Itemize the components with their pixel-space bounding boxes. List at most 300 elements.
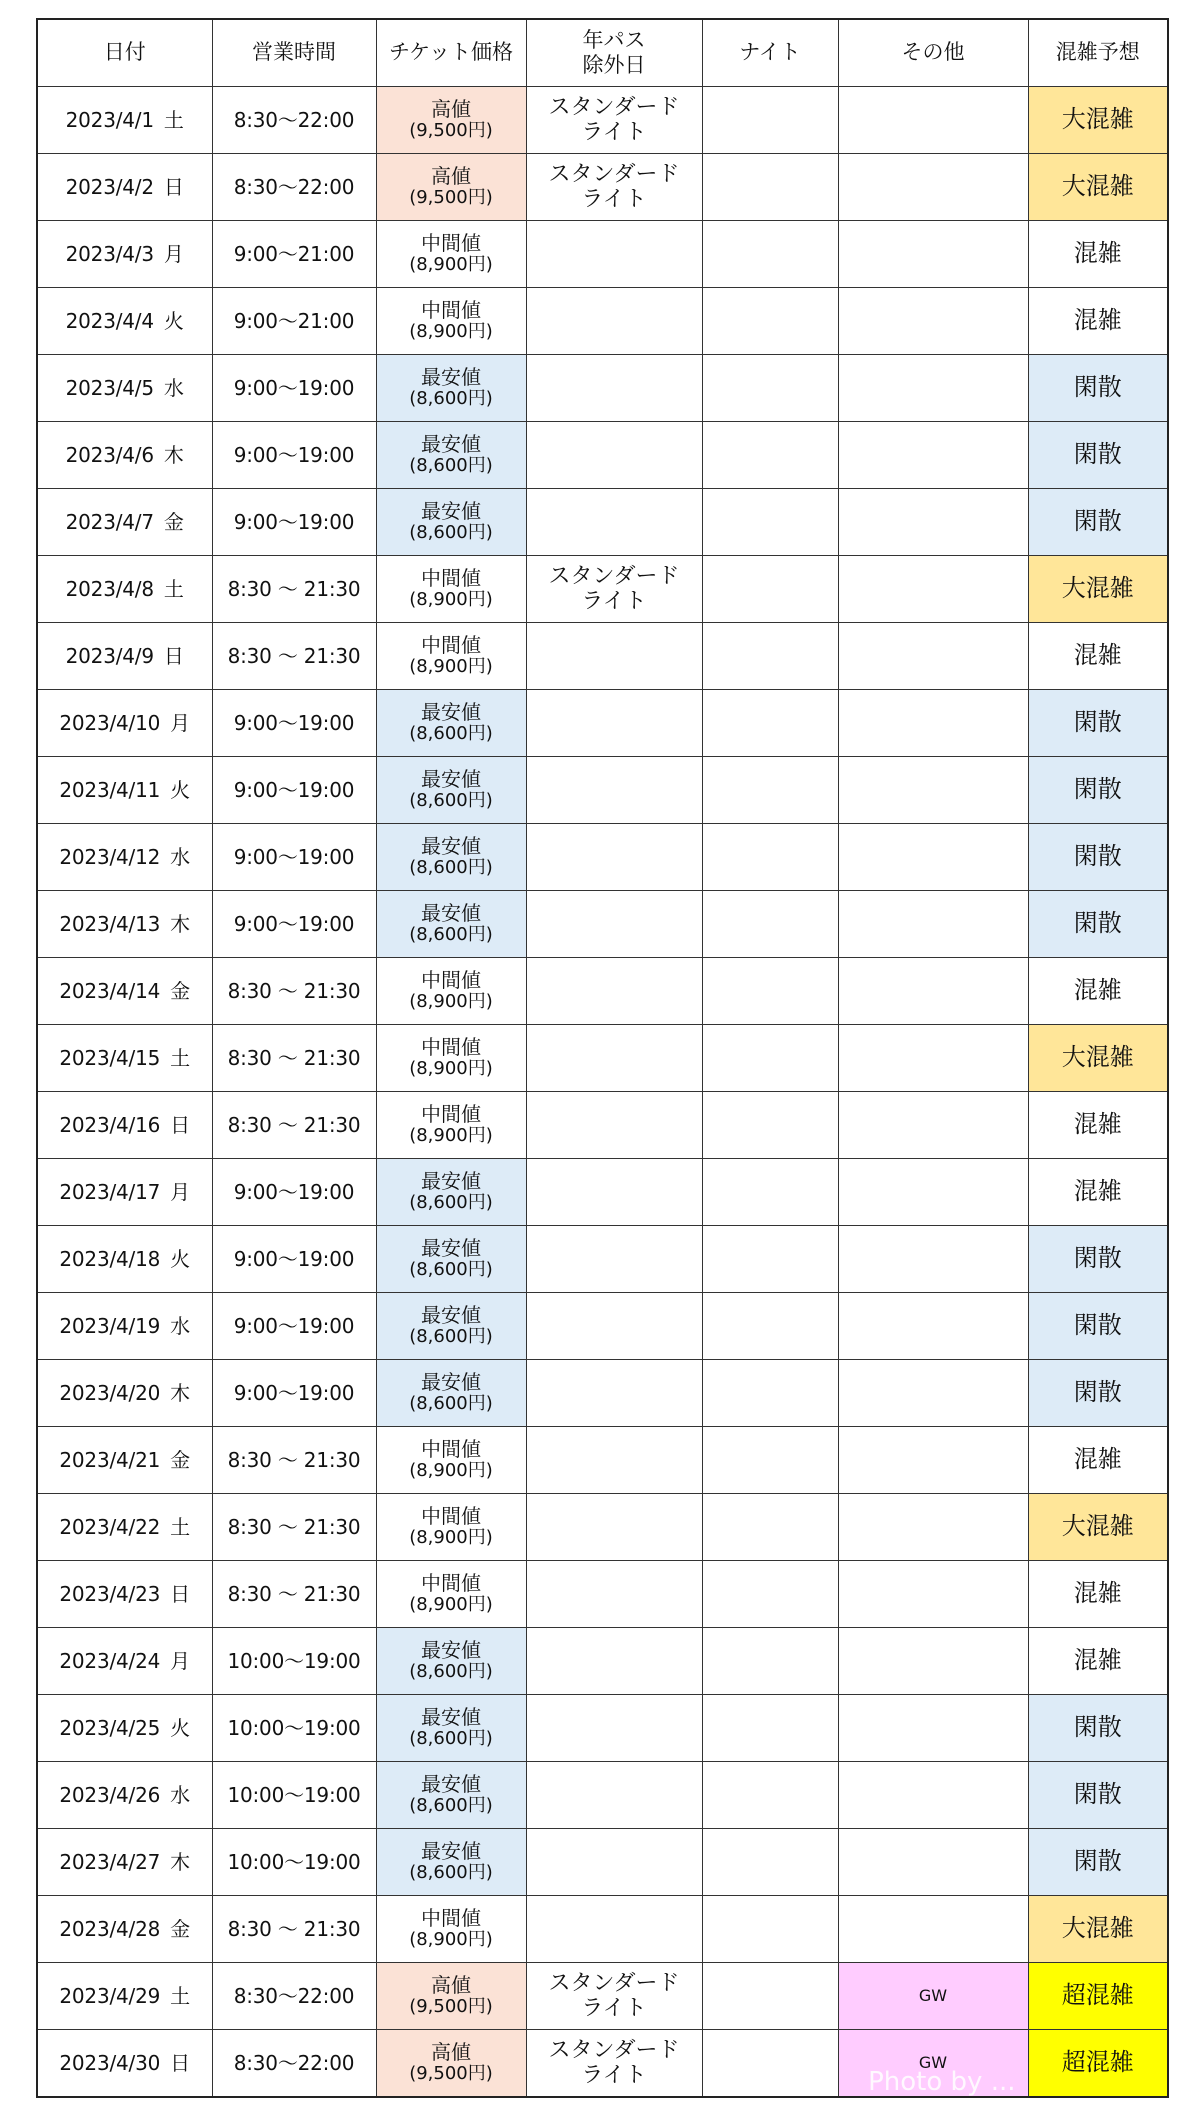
night-cell bbox=[702, 1360, 838, 1427]
weekday-text: 土 bbox=[170, 1045, 191, 1070]
hours-cell: 9:00～21:00 bbox=[212, 221, 376, 288]
price-label: 最安値 bbox=[421, 767, 481, 792]
crowd-forecast-cell: 閑散 bbox=[1028, 1695, 1168, 1762]
date-text: 2023/4/13 bbox=[59, 911, 161, 936]
price-label: 最安値 bbox=[421, 1705, 481, 1730]
annual-pass-cell bbox=[526, 824, 702, 891]
annual-pass-cell bbox=[526, 489, 702, 556]
annual-pass-cell bbox=[526, 1427, 702, 1494]
hours-cell: 8:30～22:00 bbox=[212, 2030, 376, 2098]
price-label: 最安値 bbox=[421, 499, 481, 524]
table-row bbox=[37, 1025, 1168, 1092]
annual-pass-cell bbox=[526, 1829, 702, 1896]
annual-pass-cell bbox=[526, 1159, 702, 1226]
price-amount: (8,900円) bbox=[409, 589, 493, 611]
hours-cell: 8:30～22:00 bbox=[212, 154, 376, 221]
other-cell bbox=[838, 221, 1028, 288]
other-cell bbox=[838, 1360, 1028, 1427]
ticket-price-cell bbox=[376, 1762, 526, 1829]
price-label: 中間値 bbox=[421, 1437, 481, 1462]
crowd-forecast-cell: 閑散 bbox=[1028, 1762, 1168, 1829]
other-cell bbox=[838, 1561, 1028, 1628]
hours-cell: 8:30～22:00 bbox=[212, 87, 376, 154]
watermark-text: Photo by ... bbox=[868, 2067, 1016, 2097]
date-text: 2023/4/23 bbox=[59, 1581, 161, 1606]
weekday-text: 金 bbox=[170, 1916, 191, 1941]
table-row bbox=[37, 1963, 1168, 2030]
date-cell bbox=[37, 824, 212, 891]
ticket-price-cell bbox=[376, 422, 526, 489]
crowd-forecast-cell: 閑散 bbox=[1028, 1226, 1168, 1293]
ticket-price-cell bbox=[376, 1025, 526, 1092]
weekday-text: 月 bbox=[163, 241, 184, 266]
date-text: 2023/4/28 bbox=[59, 1916, 161, 1941]
date-cell bbox=[37, 1159, 212, 1226]
night-cell bbox=[702, 221, 838, 288]
price-label: 中間値 bbox=[421, 231, 481, 256]
weekday-text: 水 bbox=[170, 1782, 191, 1807]
other-cell bbox=[838, 623, 1028, 690]
price-amount: (8,600円) bbox=[409, 1661, 493, 1683]
night-cell bbox=[702, 1695, 838, 1762]
price-label: 高値 bbox=[431, 1973, 471, 1998]
ticket-price-cell bbox=[376, 1963, 526, 2030]
crowd-forecast-cell: 閑散 bbox=[1028, 1829, 1168, 1896]
date-text: 2023/4/16 bbox=[59, 1112, 161, 1137]
ticket-price-cell bbox=[376, 690, 526, 757]
night-cell bbox=[702, 422, 838, 489]
price-label: 高値 bbox=[431, 97, 471, 122]
ticket-price-cell bbox=[376, 1159, 526, 1226]
ticket-price-cell bbox=[376, 355, 526, 422]
price-amount: (8,600円) bbox=[409, 857, 493, 879]
date-text: 2023/4/19 bbox=[59, 1313, 161, 1338]
other-cell bbox=[838, 1628, 1028, 1695]
night-cell bbox=[702, 1226, 838, 1293]
price-amount: (8,600円) bbox=[409, 1326, 493, 1348]
date-text: 2023/4/15 bbox=[59, 1045, 161, 1070]
table-row bbox=[37, 1159, 1168, 1226]
ticket-price-cell bbox=[376, 1293, 526, 1360]
weekday-text: 金 bbox=[163, 509, 184, 534]
table-row bbox=[37, 891, 1168, 958]
annual-pass-cell bbox=[526, 1494, 702, 1561]
price-label: 最安値 bbox=[421, 432, 481, 457]
other-cell bbox=[838, 288, 1028, 355]
date-text: 2023/4/30 bbox=[59, 2050, 161, 2075]
other-cell bbox=[838, 757, 1028, 824]
date-text: 2023/4/4 bbox=[65, 308, 154, 333]
price-label: 最安値 bbox=[421, 1169, 481, 1194]
annual-pass-line1: スタンダード bbox=[548, 1970, 680, 1996]
crowd-forecast-cell: 混雑 bbox=[1028, 221, 1168, 288]
crowd-forecast-cell: 閑散 bbox=[1028, 355, 1168, 422]
other-cell bbox=[838, 1226, 1028, 1293]
night-cell bbox=[702, 1628, 838, 1695]
date-text: 2023/4/10 bbox=[59, 710, 161, 735]
date-cell bbox=[37, 422, 212, 489]
price-label: 最安値 bbox=[421, 1638, 481, 1663]
price-amount: (9,500円) bbox=[409, 187, 493, 209]
crowd-forecast-cell: 大混雑 bbox=[1028, 556, 1168, 623]
date-cell bbox=[37, 1628, 212, 1695]
price-label: 中間値 bbox=[421, 1035, 481, 1060]
hours-cell: 9:00～19:00 bbox=[212, 489, 376, 556]
table-row bbox=[37, 355, 1168, 422]
annual-pass-cell bbox=[526, 1226, 702, 1293]
table-row bbox=[37, 489, 1168, 556]
crowd-forecast-cell: 閑散 bbox=[1028, 824, 1168, 891]
price-amount: (8,900円) bbox=[409, 321, 493, 343]
price-label: 中間値 bbox=[421, 968, 481, 993]
annual-pass-cell bbox=[526, 2030, 702, 2098]
crowd-forecast-cell: 閑散 bbox=[1028, 422, 1168, 489]
weekday-text: 木 bbox=[163, 442, 184, 467]
date-cell bbox=[37, 891, 212, 958]
weekday-text: 日 bbox=[163, 643, 184, 668]
date-text: 2023/4/5 bbox=[65, 375, 154, 400]
crowd-forecast-cell: 大混雑 bbox=[1028, 1025, 1168, 1092]
night-cell bbox=[702, 1427, 838, 1494]
hours-cell: 9:00～19:00 bbox=[212, 824, 376, 891]
date-cell bbox=[37, 1293, 212, 1360]
date-cell bbox=[37, 556, 212, 623]
other-cell bbox=[838, 154, 1028, 221]
annual-pass-cell bbox=[526, 1896, 702, 1963]
night-cell bbox=[702, 757, 838, 824]
weekday-text: 土 bbox=[170, 1983, 191, 2008]
crowd-forecast-cell: 大混雑 bbox=[1028, 1494, 1168, 1561]
price-amount: (9,500円) bbox=[409, 2063, 493, 2085]
price-label: 中間値 bbox=[421, 1571, 481, 1596]
table-row bbox=[37, 1427, 1168, 1494]
weekday-text: 日 bbox=[170, 1112, 191, 1137]
date-text: 2023/4/29 bbox=[59, 1983, 161, 2008]
date-cell bbox=[37, 1963, 212, 2030]
annual-pass-cell bbox=[526, 422, 702, 489]
header-crowd-forecast: 混雑予想 bbox=[1028, 19, 1168, 87]
hours-cell: 9:00～19:00 bbox=[212, 1360, 376, 1427]
night-cell bbox=[702, 1561, 838, 1628]
date-cell bbox=[37, 690, 212, 757]
hours-cell: 9:00～19:00 bbox=[212, 355, 376, 422]
weekday-text: 火 bbox=[163, 308, 184, 333]
date-cell bbox=[37, 355, 212, 422]
ticket-price-cell bbox=[376, 1561, 526, 1628]
date-cell bbox=[37, 1025, 212, 1092]
annual-pass-cell bbox=[526, 355, 702, 422]
night-cell bbox=[702, 355, 838, 422]
price-amount: (8,600円) bbox=[409, 388, 493, 410]
hours-cell: 8:30 ～ 21:30 bbox=[212, 1494, 376, 1561]
crowd-forecast-cell: 閑散 bbox=[1028, 1360, 1168, 1427]
ticket-price-cell bbox=[376, 2030, 526, 2098]
date-cell bbox=[37, 154, 212, 221]
price-label: 最安値 bbox=[421, 1839, 481, 1864]
night-cell bbox=[702, 891, 838, 958]
ticket-price-cell bbox=[376, 87, 526, 154]
other-cell bbox=[838, 958, 1028, 1025]
date-cell bbox=[37, 1092, 212, 1159]
price-amount: (8,600円) bbox=[409, 924, 493, 946]
date-text: 2023/4/21 bbox=[59, 1447, 161, 1472]
date-text: 2023/4/2 bbox=[65, 174, 154, 199]
ticket-price-cell bbox=[376, 1427, 526, 1494]
annual-pass-line1: スタンダード bbox=[548, 161, 680, 187]
date-cell bbox=[37, 87, 212, 154]
price-amount: (8,600円) bbox=[409, 455, 493, 477]
table-row bbox=[37, 1360, 1168, 1427]
ticket-price-cell bbox=[376, 1695, 526, 1762]
date-cell bbox=[37, 1494, 212, 1561]
crowd-forecast-cell: 大混雑 bbox=[1028, 87, 1168, 154]
price-amount: (8,600円) bbox=[409, 790, 493, 812]
night-cell bbox=[702, 824, 838, 891]
ticket-price-cell bbox=[376, 958, 526, 1025]
annual-pass-line1: スタンダード bbox=[548, 563, 680, 589]
crowd-forecast-cell: 超混雑 bbox=[1028, 2030, 1168, 2098]
other-cell bbox=[838, 1963, 1028, 2030]
date-text: 2023/4/1 bbox=[65, 107, 154, 132]
crowd-forecast-cell: 混雑 bbox=[1028, 1159, 1168, 1226]
date-text: 2023/4/14 bbox=[59, 978, 161, 1003]
crowd-forecast-cell: 混雑 bbox=[1028, 1561, 1168, 1628]
weekday-text: 日 bbox=[163, 174, 184, 199]
annual-pass-cell bbox=[526, 154, 702, 221]
header-hours: 営業時間 bbox=[212, 19, 376, 87]
hours-cell: 9:00～19:00 bbox=[212, 422, 376, 489]
header-date: 日付 bbox=[37, 19, 212, 87]
other-cell bbox=[838, 1092, 1028, 1159]
date-cell bbox=[37, 1762, 212, 1829]
night-cell bbox=[702, 288, 838, 355]
other-cell bbox=[838, 1494, 1028, 1561]
price-label: 中間値 bbox=[421, 1504, 481, 1529]
price-label: 最安値 bbox=[421, 365, 481, 390]
header-annual-pass-line2: 除外日 bbox=[582, 53, 646, 77]
night-cell bbox=[702, 1829, 838, 1896]
date-text: 2023/4/6 bbox=[65, 442, 154, 467]
table-row bbox=[37, 221, 1168, 288]
ticket-price-cell bbox=[376, 891, 526, 958]
crowd-forecast-cell: 混雑 bbox=[1028, 1628, 1168, 1695]
ticket-price-cell bbox=[376, 1628, 526, 1695]
crowd-forecast-cell: 閑散 bbox=[1028, 690, 1168, 757]
table-row bbox=[37, 690, 1168, 757]
other-text: GW bbox=[918, 1985, 948, 2005]
date-cell bbox=[37, 623, 212, 690]
table-row bbox=[37, 1829, 1168, 1896]
date-cell bbox=[37, 1360, 212, 1427]
table-row bbox=[37, 1762, 1168, 1829]
weekday-text: 月 bbox=[170, 710, 191, 735]
date-text: 2023/4/12 bbox=[59, 844, 161, 869]
date-cell bbox=[37, 221, 212, 288]
other-inner bbox=[839, 1987, 1028, 2005]
hours-cell: 8:30 ～ 21:30 bbox=[212, 1025, 376, 1092]
night-cell bbox=[702, 489, 838, 556]
crowd-forecast-cell: 大混雑 bbox=[1028, 1896, 1168, 1963]
weekday-text: 水 bbox=[170, 844, 191, 869]
crowd-forecast-cell: 混雑 bbox=[1028, 1092, 1168, 1159]
weekday-text: 月 bbox=[170, 1648, 191, 1673]
annual-pass-cell bbox=[526, 1360, 702, 1427]
crowd-forecast-cell: 閑散 bbox=[1028, 757, 1168, 824]
hours-cell: 9:00～21:00 bbox=[212, 288, 376, 355]
table-row bbox=[37, 824, 1168, 891]
annual-pass-cell bbox=[526, 623, 702, 690]
annual-pass-cell bbox=[526, 288, 702, 355]
ticket-price-cell bbox=[376, 1829, 526, 1896]
price-amount: (8,600円) bbox=[409, 1393, 493, 1415]
table-row bbox=[37, 154, 1168, 221]
price-amount: (8,900円) bbox=[409, 1058, 493, 1080]
annual-pass-cell bbox=[526, 1963, 702, 2030]
ticket-price-cell bbox=[376, 1092, 526, 1159]
price-label: 中間値 bbox=[421, 1906, 481, 1931]
other-cell bbox=[838, 489, 1028, 556]
price-label: 最安値 bbox=[421, 1772, 481, 1797]
ticket-price-cell bbox=[376, 824, 526, 891]
ticket-price-cell bbox=[376, 1494, 526, 1561]
other-cell bbox=[838, 891, 1028, 958]
date-cell bbox=[37, 288, 212, 355]
hours-cell: 8:30 ～ 21:30 bbox=[212, 556, 376, 623]
date-cell bbox=[37, 1829, 212, 1896]
price-amount: (9,500円) bbox=[409, 120, 493, 142]
price-label: 最安値 bbox=[421, 1370, 481, 1395]
annual-pass-line2: ライト bbox=[581, 2063, 647, 2088]
night-cell bbox=[702, 1494, 838, 1561]
table-row bbox=[37, 757, 1168, 824]
crowd-calendar-sheet bbox=[36, 18, 1167, 2098]
crowd-forecast-cell: 閑散 bbox=[1028, 1293, 1168, 1360]
hours-cell: 8:30～22:00 bbox=[212, 1963, 376, 2030]
price-amount: (8,600円) bbox=[409, 1259, 493, 1281]
table-row bbox=[37, 1293, 1168, 1360]
date-cell bbox=[37, 1427, 212, 1494]
date-text: 2023/4/22 bbox=[59, 1514, 161, 1539]
ticket-price-cell bbox=[376, 623, 526, 690]
annual-pass-cell bbox=[526, 87, 702, 154]
weekday-text: 木 bbox=[170, 1380, 191, 1405]
other-cell bbox=[838, 1829, 1028, 1896]
annual-pass-cell bbox=[526, 757, 702, 824]
annual-pass-cell bbox=[526, 958, 702, 1025]
weekday-text: 日 bbox=[170, 1581, 191, 1606]
table-row bbox=[37, 958, 1168, 1025]
night-cell bbox=[702, 1092, 838, 1159]
other-cell bbox=[838, 824, 1028, 891]
hours-cell: 8:30 ～ 21:30 bbox=[212, 623, 376, 690]
price-amount: (8,600円) bbox=[409, 1862, 493, 1884]
price-amount: (8,900円) bbox=[409, 254, 493, 276]
table-body bbox=[37, 87, 1168, 2098]
night-cell bbox=[702, 1159, 838, 1226]
other-cell bbox=[838, 1159, 1028, 1226]
ticket-price-cell bbox=[376, 1226, 526, 1293]
date-cell bbox=[37, 1695, 212, 1762]
other-cell bbox=[838, 1293, 1028, 1360]
date-text: 2023/4/3 bbox=[65, 241, 154, 266]
hours-cell: 9:00～19:00 bbox=[212, 891, 376, 958]
ticket-price-cell bbox=[376, 1360, 526, 1427]
date-cell bbox=[37, 2030, 212, 2098]
date-text: 2023/4/26 bbox=[59, 1782, 161, 1807]
table-row bbox=[37, 1561, 1168, 1628]
table-row bbox=[37, 422, 1168, 489]
weekday-text: 木 bbox=[170, 911, 191, 936]
crowd-forecast-cell: 混雑 bbox=[1028, 288, 1168, 355]
hours-cell: 9:00～19:00 bbox=[212, 1226, 376, 1293]
price-label: 中間値 bbox=[421, 566, 481, 591]
annual-pass-cell bbox=[526, 556, 702, 623]
weekday-text: 金 bbox=[170, 1447, 191, 1472]
price-amount: (8,600円) bbox=[409, 522, 493, 544]
price-amount: (8,900円) bbox=[409, 1527, 493, 1549]
night-cell bbox=[702, 2030, 838, 2098]
night-cell bbox=[702, 690, 838, 757]
night-cell bbox=[702, 1025, 838, 1092]
other-cell bbox=[838, 87, 1028, 154]
night-cell bbox=[702, 154, 838, 221]
other-cell bbox=[838, 1427, 1028, 1494]
crowd-forecast-cell: 混雑 bbox=[1028, 1427, 1168, 1494]
ticket-price-cell bbox=[376, 757, 526, 824]
annual-pass-line2: ライト bbox=[581, 120, 647, 145]
hours-cell: 10:00～19:00 bbox=[212, 1762, 376, 1829]
annual-pass-cell bbox=[526, 1092, 702, 1159]
hours-cell: 9:00～19:00 bbox=[212, 757, 376, 824]
annual-pass-cell bbox=[526, 1695, 702, 1762]
other-cell bbox=[838, 355, 1028, 422]
weekday-text: 土 bbox=[170, 1514, 191, 1539]
weekday-text: 火 bbox=[170, 1246, 191, 1271]
date-text: 2023/4/9 bbox=[65, 643, 154, 668]
header-annual-pass-excluded bbox=[526, 19, 702, 87]
crowd-forecast-cell: 超混雑 bbox=[1028, 1963, 1168, 2030]
date-text: 2023/4/8 bbox=[65, 576, 154, 601]
hours-cell: 10:00～19:00 bbox=[212, 1829, 376, 1896]
crowd-forecast-cell: 閑散 bbox=[1028, 489, 1168, 556]
price-amount: (8,900円) bbox=[409, 656, 493, 678]
weekday-text: 火 bbox=[170, 1715, 191, 1740]
date-cell bbox=[37, 1561, 212, 1628]
ticket-price-cell bbox=[376, 556, 526, 623]
annual-pass-cell bbox=[526, 1561, 702, 1628]
other-cell bbox=[838, 2030, 1028, 2098]
hours-cell: 8:30 ～ 21:30 bbox=[212, 1427, 376, 1494]
date-cell bbox=[37, 1896, 212, 1963]
annual-pass-cell bbox=[526, 221, 702, 288]
ticket-price-cell bbox=[376, 1896, 526, 1963]
crowd-forecast-cell: 混雑 bbox=[1028, 623, 1168, 690]
crowd-forecast-cell: 閑散 bbox=[1028, 891, 1168, 958]
other-cell bbox=[838, 1695, 1028, 1762]
price-amount: (8,600円) bbox=[409, 1192, 493, 1214]
price-label: 最安値 bbox=[421, 834, 481, 859]
date-text: 2023/4/24 bbox=[59, 1648, 161, 1673]
table-row bbox=[37, 1628, 1168, 1695]
price-amount: (8,900円) bbox=[409, 1125, 493, 1147]
hours-cell: 8:30 ～ 21:30 bbox=[212, 1561, 376, 1628]
date-cell bbox=[37, 489, 212, 556]
hours-cell: 8:30 ～ 21:30 bbox=[212, 1092, 376, 1159]
date-text: 2023/4/20 bbox=[59, 1380, 161, 1405]
annual-pass-line2: ライト bbox=[581, 589, 647, 614]
date-text: 2023/4/11 bbox=[59, 777, 161, 802]
price-amount: (8,900円) bbox=[409, 991, 493, 1013]
